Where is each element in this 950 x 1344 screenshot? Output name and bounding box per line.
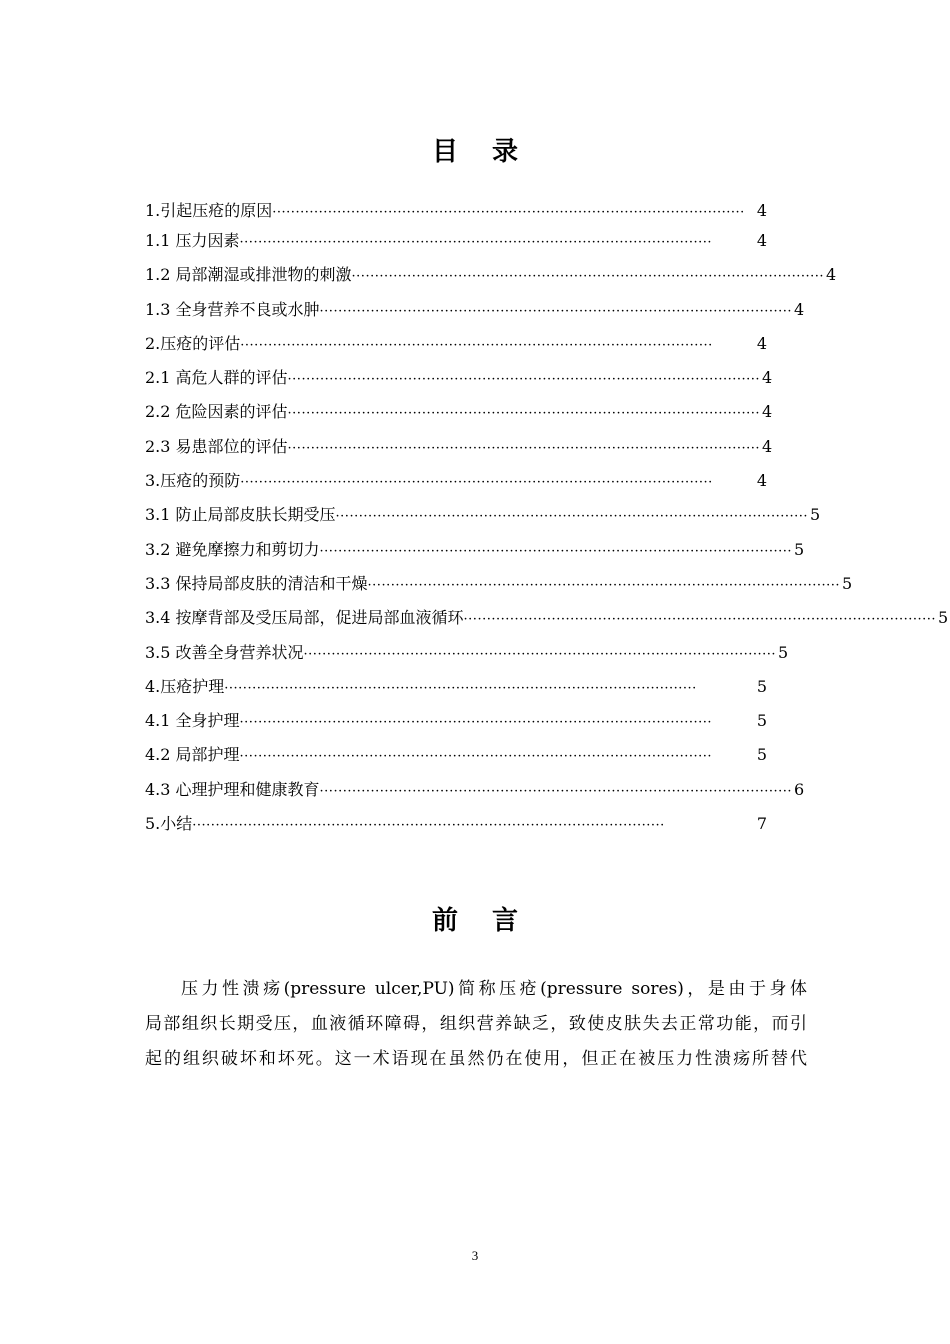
toc-leader-dots: ······································································································ [287, 440, 761, 456]
toc-entry[interactable] [145, 464, 767, 498]
page-number: 3 [471, 1248, 479, 1263]
toc-entry-page: 5 [794, 539, 805, 559]
toc-leader-dots: ······································································································ [351, 269, 825, 285]
toc-entry-page: 4 [756, 471, 767, 491]
toc-title [0, 131, 950, 168]
toc-entry-label: 1.2 局部潮湿或排泄物的刺激 [145, 265, 352, 285]
preface-line: 压力性溃疡(pressure ulcer,PU)简称压疮(pressure sores)，是由于身体 [181, 979, 807, 999]
toc-entry[interactable] [145, 395, 773, 429]
toc-entry[interactable] [145, 498, 821, 532]
toc-entry[interactable] [145, 430, 773, 464]
toc-entry-label: 2.2 危险因素的评估 [145, 402, 288, 422]
toc-entry-label: 4.1 全身护理 [145, 711, 240, 731]
preface-title-left: 前 [431, 906, 458, 936]
toc-title-right: 录 [492, 137, 519, 167]
toc-entry-page: 4 [826, 265, 837, 285]
toc-leader-dots: ······································································································ [319, 303, 793, 319]
preface-body [145, 972, 807, 1077]
toc-entry-page: 4 [762, 402, 773, 422]
toc-leader-dots: ······································································································ [192, 818, 665, 834]
toc-entry-page: 5 [842, 573, 853, 593]
toc-entry[interactable] [145, 198, 767, 224]
toc-entry[interactable] [145, 636, 789, 670]
toc-entry-page: 5 [756, 711, 767, 731]
toc-leader-dots: ······································································································ [224, 680, 697, 696]
toc-leader-dots: ······································································································ [367, 577, 841, 593]
toc-entry-label: 2.1 高危人群的评估 [145, 368, 288, 388]
toc-leader-dots: ······································································································ [319, 783, 793, 799]
toc-entry-label: 3.4 按摩背部及受压局部，促进局部血液循环 [145, 608, 464, 628]
toc-entry[interactable] [145, 224, 767, 258]
toc-leader-dots: ······································································································ [463, 612, 937, 628]
toc-entry-page: 4 [756, 333, 767, 353]
toc-entry[interactable] [145, 807, 767, 841]
preface-title-right: 言 [492, 906, 519, 936]
toc-entry-label: 1.引起压疮的原因 [145, 201, 273, 220]
toc-leader-dots: ······································································································ [240, 475, 713, 491]
toc-leader-dots: ······································································································ [319, 543, 793, 559]
toc-entry-label: 5.小结 [145, 814, 193, 834]
toc-entry-page: 5 [810, 505, 821, 525]
toc-entry-page: 4 [794, 299, 805, 319]
toc-entry[interactable] [145, 533, 805, 567]
toc-entry-label: 3.5 改善全身营养状况 [145, 642, 304, 662]
toc-entry-page: 5 [938, 608, 949, 628]
toc-entry-label: 4.3 心理护理和健康教育 [145, 779, 320, 799]
toc-entry[interactable] [145, 361, 773, 395]
preface-line: 起的组织破坏和坏死。这一术语现在虽然仍在使用，但正在被压力性溃疡所替代 [145, 1049, 807, 1069]
toc-entry-page: 4 [762, 436, 773, 456]
toc-leader-dots: ······································································································ [303, 646, 777, 662]
toc-entry-label: 4.压疮护理 [145, 676, 225, 696]
toc-entry-page: 4 [756, 201, 767, 220]
toc-entry-label: 2.3 易患部位的评估 [145, 436, 288, 456]
toc-entry-label: 3.2 避免摩擦力和剪切力 [145, 539, 320, 559]
toc-leader-dots: ······································································································ [239, 715, 713, 731]
toc-entry-page: 5 [778, 642, 789, 662]
toc-entry-page: 6 [794, 779, 805, 799]
toc-entry-label: 1.1 压力因素 [145, 231, 240, 250]
preface-title [0, 900, 950, 937]
toc-entry-label: 4.2 局部护理 [145, 745, 240, 765]
toc-entry-page: 4 [762, 368, 773, 388]
toc-entry-label: 2.压疮的评估 [145, 333, 241, 353]
toc-entry[interactable] [145, 704, 767, 738]
toc-title-left: 目 [431, 137, 458, 167]
toc-entry-label: 3.1 防止局部皮肤长期受压 [145, 505, 336, 525]
toc-entry-label: 1.3 全身营养不良或水肿 [145, 299, 320, 319]
toc-entry[interactable] [145, 773, 805, 807]
toc-entry-page: 7 [756, 814, 767, 834]
toc-entry[interactable] [145, 293, 805, 327]
toc-entry-page: 4 [756, 231, 767, 250]
toc-entry[interactable] [145, 258, 837, 292]
toc-leader-dots: ······································································································ [335, 509, 809, 525]
toc-leader-dots: ······································································································ [240, 337, 713, 353]
toc-entry[interactable] [145, 670, 767, 704]
toc-leader-dots: ······································································································ [287, 406, 761, 422]
toc-leader-dots: ······································································································ [287, 372, 761, 388]
toc-entry-page: 5 [756, 676, 767, 696]
toc-entry[interactable] [145, 327, 767, 361]
toc-leader-dots: ······································································································ [239, 235, 713, 250]
toc-entry-page: 5 [756, 745, 767, 765]
preface-line: 局部组织长期受压，血液循环障碍，组织营养缺乏，致使皮肤失去正常功能，而引 [145, 1014, 807, 1034]
toc-leader-dots: ······································································································ [239, 749, 713, 765]
toc-entry-label: 3.3 保持局部皮肤的清洁和干燥 [145, 573, 368, 593]
toc-entry[interactable] [145, 567, 853, 601]
toc-leader-dots: ······································································································ [272, 205, 745, 220]
toc-entry[interactable] [145, 738, 767, 772]
toc-entry[interactable] [145, 601, 949, 635]
table-of-contents [145, 198, 949, 841]
toc-entry-label: 3.压疮的预防 [145, 471, 241, 491]
